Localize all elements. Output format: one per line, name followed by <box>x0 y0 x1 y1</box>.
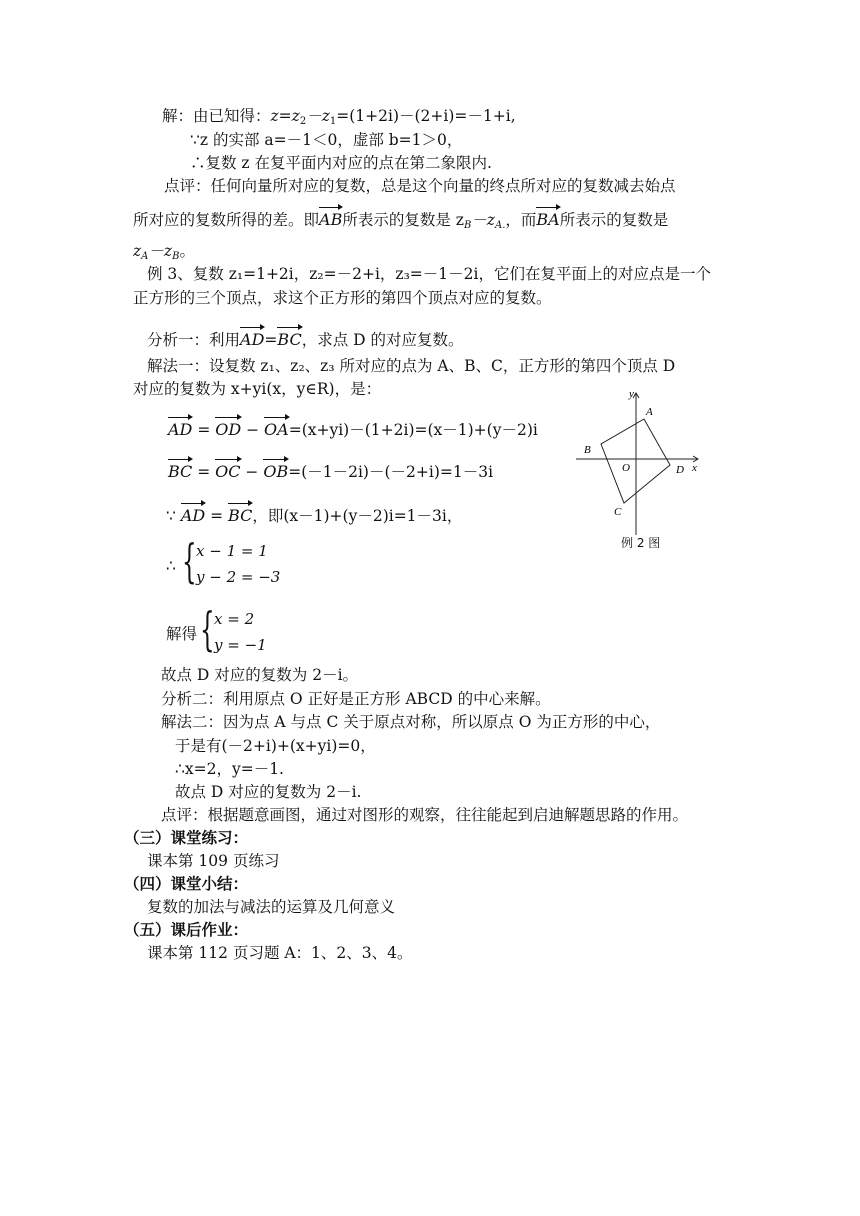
section3-title: （三）课堂练习： <box>124 828 249 847</box>
text: = <box>264 331 278 349</box>
text: A. <box>494 220 506 231</box>
vector-ab: AB <box>319 204 342 230</box>
text: 分析一：利用 <box>147 331 241 349</box>
text: =(－1－2i)－(－2+i)=1－3i <box>288 463 494 481</box>
text: 解：由已知得： <box>162 107 271 125</box>
comment-line-2 <box>133 204 668 236</box>
system-row: x − 1 = 1 <box>196 542 268 560</box>
text: 1 <box>329 116 337 127</box>
brace: { <box>182 534 197 588</box>
label-y: y <box>629 388 634 400</box>
system-row: y = −1 <box>214 636 267 654</box>
label-c: C <box>614 506 622 518</box>
text: 所表示的复数是 z <box>342 211 464 229</box>
comment2-line: 点评：根据题意画图，通过对图形的观察，往往能起到启迪解题思路的作用。 <box>161 806 689 824</box>
vector-bc: BC <box>168 456 192 482</box>
text: A <box>141 251 149 262</box>
text: 。 <box>179 242 195 260</box>
equation-bc: BC = OC − OB=(－1－2i)－(－2+i)=1－3i <box>168 456 493 482</box>
text: 所表示的复数是 <box>559 211 669 229</box>
vector-ad: AD <box>168 414 192 440</box>
equation-ad: AD = OD − OA=(x+yi)－(1+2i)=(x－1)+(y－2)i <box>168 414 538 440</box>
solve-label: 解得 <box>166 625 198 643</box>
vector-oc: OC <box>215 456 240 482</box>
system-row: y − 2 = −3 <box>196 568 281 586</box>
label-a: A <box>646 406 653 418</box>
brace: { <box>200 602 215 656</box>
vector-bc: BC <box>277 324 301 350</box>
therefore-symbol: ∴ <box>166 557 176 575</box>
text: B <box>172 251 180 262</box>
label-d: D <box>676 464 684 476</box>
analysis2-line: 分析二：利用原点 O 正好是正方形 ABCD 的中心来解。 <box>161 690 551 708</box>
text: 所对应的复数所得的差。即 <box>133 211 320 229</box>
system-row: x = 2 <box>214 610 255 628</box>
method2-line-3: ∴x=2，y=－1. <box>175 760 284 778</box>
text: ，而 <box>505 211 537 229</box>
figure-caption: 例 2 图 <box>621 536 661 550</box>
method2-line-1: 解法二：因为点 A 与点 C 关于原点对称，所以原点 O 为正方形的中心， <box>161 713 661 731</box>
text: B <box>463 220 472 231</box>
label-x: x <box>692 462 697 474</box>
text: ，求点 D 的对应复数。 <box>301 331 464 349</box>
text: z <box>133 242 142 260</box>
text: =(x+yi)－(1+2i)=(x－1)+(y－2)i <box>288 421 538 439</box>
text: －z <box>306 107 330 125</box>
since-line: ∵ AD = BC，即(x－1)+(y－2)i=1－3i， <box>166 500 462 526</box>
vector-oa: OA <box>264 414 289 440</box>
text: z=z <box>270 107 300 125</box>
method1-line-1: 解法一：设复数 z₁、z₂、z₃ 所对应的点为 A、B、C，正方形的第四个顶点 D <box>147 357 676 375</box>
section4-body: 复数的加法与减法的运算及几何意义 <box>147 898 396 916</box>
comment-line-1: 点评：任何向量所对应的复数，总是这个向量的终点所对应的复数减去始点 <box>164 177 676 195</box>
vector-od: OD <box>215 414 241 440</box>
text: －z <box>148 242 173 260</box>
vector-ba: BA <box>536 204 559 230</box>
text: ，即(x－1)+(y－2)i=1－3i， <box>252 507 463 525</box>
example3-line-1: 例 3、复数 z₁=1+2i，z₂=－2+i，z₃=－1－2i，它们在复平面上的对应点是一个 <box>147 265 711 283</box>
solution-line-2: ∵z 的实部 a=－1＜0，虚部 b=1＞0， <box>190 131 463 149</box>
vector-ob: OB <box>263 456 288 482</box>
text: =(1+2i)－(2+i)=－1+i, <box>336 107 516 125</box>
method2-line-4: 故点 D 对应的复数为 2－i. <box>175 783 362 801</box>
coordinate-figure <box>570 385 710 545</box>
method1-line-2: 对应的复数为 x+yi(x，y∈R)，是： <box>133 380 382 398</box>
text: －z <box>471 211 495 229</box>
text: ∵ <box>166 507 176 525</box>
label-o: O <box>622 462 630 474</box>
method1-conclusion: 故点 D 对应的复数为 2－i。 <box>161 666 359 684</box>
section5-title: （五）课后作业： <box>124 920 249 939</box>
example3-line-2: 正方形的三个顶点，求这个正方形的第四个顶点对应的复数。 <box>133 289 552 307</box>
label-b: B <box>584 444 591 456</box>
section3-body: 课本第 109 页练习 <box>147 852 280 870</box>
analysis1-line <box>147 324 464 350</box>
solution-line-3: ∴复数 z 在复平面内对应的点在第二象限内. <box>190 154 492 172</box>
vector-ad: AD <box>181 500 205 526</box>
section4-title: （四）课堂小结： <box>124 874 249 893</box>
solution-line-1 <box>162 106 516 132</box>
text: 2 <box>299 116 307 127</box>
method2-line-2: 于是有(－2+i)+(x+yi)=0， <box>175 737 376 755</box>
vector-bc: BC <box>228 500 252 526</box>
vector-ad: AD <box>240 324 264 350</box>
section5-body: 课本第 112 页习题 A：1、2、3、4。 <box>147 944 413 962</box>
